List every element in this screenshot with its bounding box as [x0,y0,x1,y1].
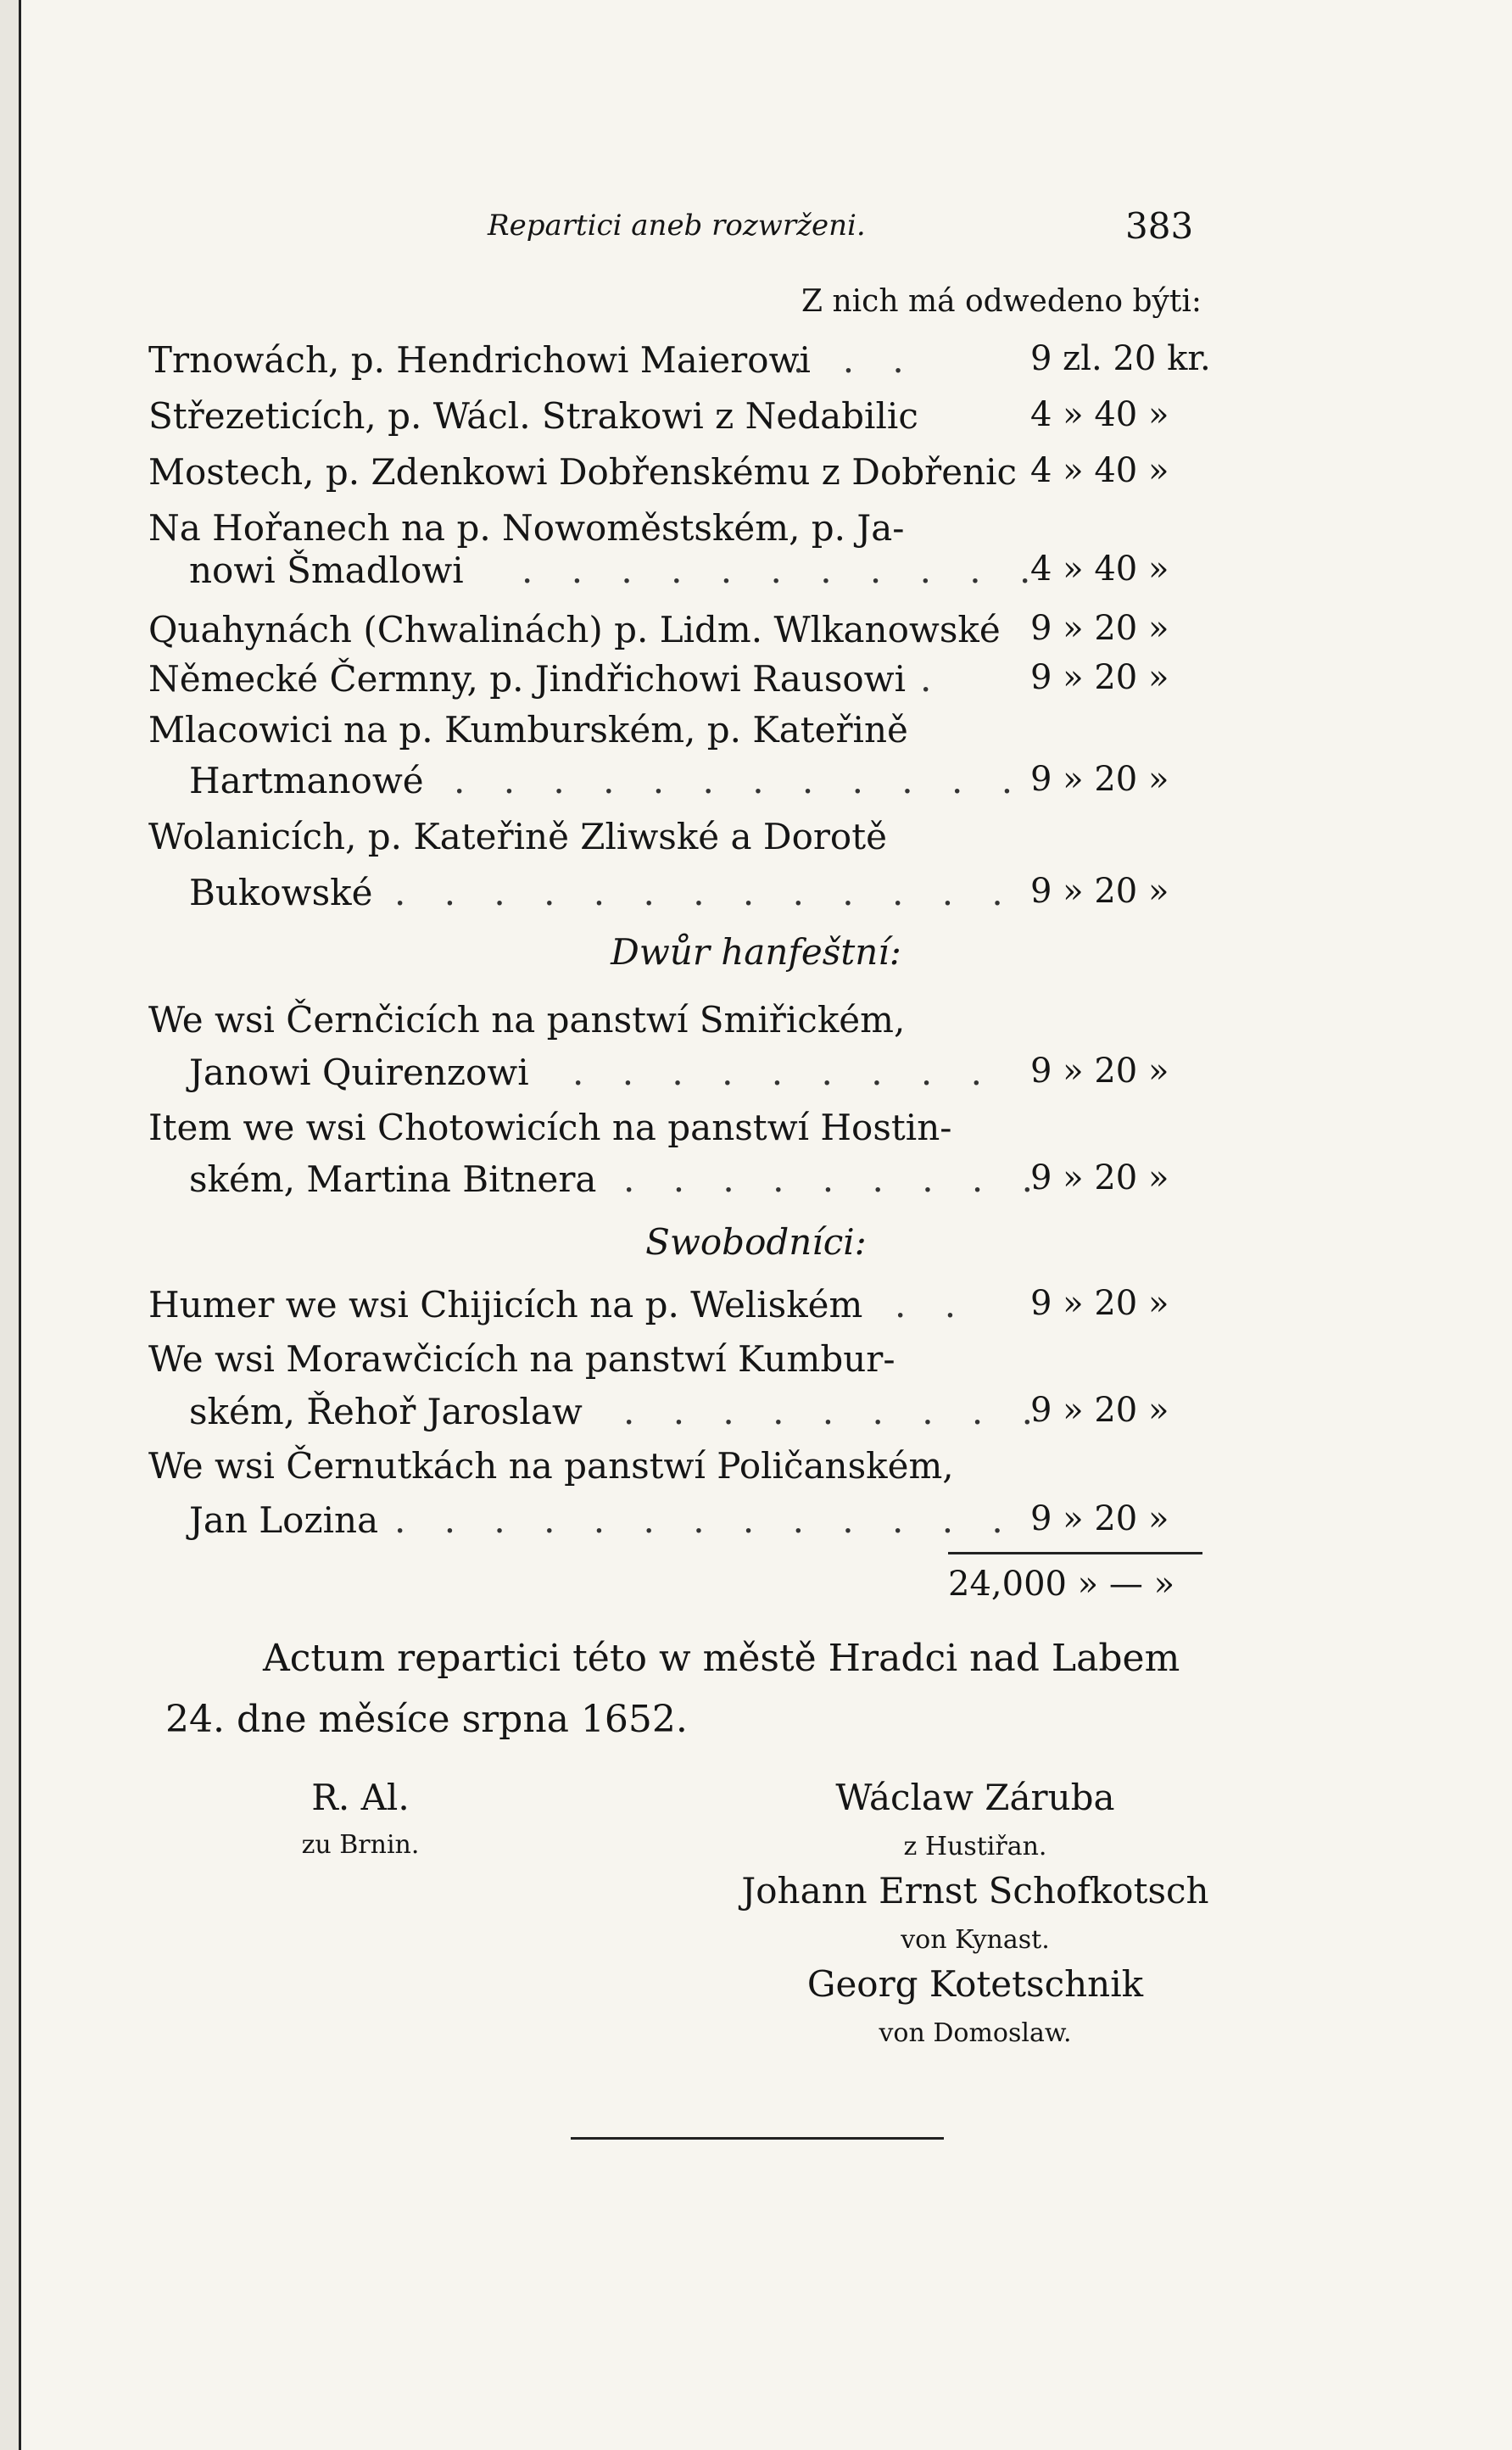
entry-label: ském, Martina Bitnera [189,1158,597,1200]
list-item [148,1499,1208,1555]
signature-right-1 [678,1777,1272,1861]
signer-place: von Kynast. [901,1925,1050,1955]
entry-label: Na Hořanech na p. Nowoměstském, p. Ja- [148,507,905,549]
entry-amount: 4 » 40 » [1030,395,1169,434]
list-item [148,658,1208,714]
signer-place: z Hustiřan. [903,1832,1047,1861]
leader-dots: . . . . . . . . . [572,1052,996,1093]
entry-label: nowi Šmadlowi [189,550,464,591]
entry-label: Jan Lozina [189,1499,379,1541]
entry-label: Německé Čermny, p. Jindřichowi Rausowi [148,658,907,700]
list-item [148,1338,1208,1394]
entry-label: Janowi Quirenzowi [189,1052,529,1093]
entry-label: Quahynách (Chwalinách) p. Lidm. Wlkanowské [148,609,1001,650]
entry-amount: 9 » 20 » [1030,1284,1169,1323]
page-number: 383 [1125,205,1194,247]
entry-label: Mlacowici na p. Kumburském, p. Kateřině [148,709,908,751]
list-item [148,451,1208,507]
entry-label: Item we wsi Chotowicích na panstwí Hostin- [148,1107,952,1148]
leader-dots: . . . . . . . . . . . [522,550,1045,591]
list-item [148,999,1208,1055]
list-item [148,339,1211,395]
entry-amount: 9 » 20 » [1030,658,1169,697]
leader-dots: . . . [793,339,918,381]
entry-label: We wsi Černutkách na panstwí Poličanském, [148,1445,954,1487]
signer-name: R. Al. [311,1777,410,1818]
entry-label: Bukowské [189,872,373,913]
entry-label: Střezeticích, p. Wácl. Strakowi z Nedabilic [148,395,918,437]
column-heading: Z nich má odwedeno býti: [801,284,1202,319]
signer-name: Wáclaw Záruba [835,1777,1115,1818]
entry-amount: 9 » 20 » [1030,760,1169,799]
entry-label: Hartmanowé [189,760,424,801]
entry-amount: 9 » 20 » [1030,1391,1169,1430]
entry-label: Mostech, p. Zdenkowi Dobřenskému z Dobřenic [148,451,1018,493]
entry-amount: 9 » 20 » [1030,1499,1169,1538]
leader-dots: . [920,658,946,700]
signature-right-3 [678,1963,1272,2048]
signer-name: Johann Ernst Schofkotsch [741,1870,1209,1911]
leader-dots: . . [895,1284,970,1325]
entry-amount: 4 » 40 » [1030,451,1169,490]
entry-amount: 9 » 20 » [1030,609,1169,648]
entry-label: Trnowách, p. Hendrichowi Maierowi [148,339,811,381]
entry-label: We wsi Morawčicích na panstwí Kumbur- [148,1338,895,1380]
list-item [148,395,1208,451]
actum-paragraph: Actum repartici této w městě Hradci nad Labem 24. dne měsíce srpna 1652. [165,1637,1180,1741]
entry-label: Wolanicích, p. Kateřině Zliwské a Dorotě [148,816,887,857]
list-item [148,550,1208,606]
entry-amount: 9 » 20 » [1030,1052,1169,1091]
list-item [148,1391,1208,1447]
signer-place: von Domoslaw. [879,2018,1072,2048]
signature-left [254,1777,466,1860]
signer-name: Georg Kotetschnik [806,1963,1144,2005]
entry-amount: 9 zl. 20 kr. [1030,339,1211,378]
closing-rule [571,2137,944,2140]
list-item [148,609,1208,665]
list-item [148,872,1208,928]
page-header [0,205,1512,260]
leader-dots: . . . . . . . . . . . . [454,760,1027,801]
entry-amount: 9 » 20 » [1030,872,1169,911]
list-item [148,1107,1208,1163]
signature-right-2 [678,1870,1272,1955]
entry-label: ském, Řehoř Jaroslaw [189,1391,583,1432]
leader-dots: . . . . . . . . . [623,1158,1046,1200]
list-item [148,1445,1208,1501]
total-rule [948,1552,1202,1554]
list-item [148,709,1208,765]
leader-dots: . . . . . . . . . . . . . [394,872,1017,913]
entry-amount: 9 » 20 » [1030,1158,1169,1197]
list-item [148,1158,1208,1214]
leader-dots: . . . . . . . . . [623,1391,1046,1432]
entry-label: We wsi Černčicích na panstwí Smiřickém, [148,999,906,1041]
section-heading-free: Swobodníci: [645,1221,867,1263]
total-amount: 24,000 » — » [948,1565,1175,1604]
list-item [148,760,1208,816]
list-item [148,1052,1208,1108]
signer-place: zu Brnin. [301,1830,420,1860]
running-title: Repartici aneb rozwrženi. [488,209,866,243]
entry-label: Humer we wsi Chijicích na p. Weliském [148,1284,863,1325]
leader-dots: . . . . . . . . . . . . . [394,1499,1017,1541]
list-item [148,816,1208,872]
section-heading-court: Dwůr hanfeštní: [611,931,901,973]
list-item [148,1284,1208,1340]
entry-amount: 4 » 40 » [1030,550,1169,589]
